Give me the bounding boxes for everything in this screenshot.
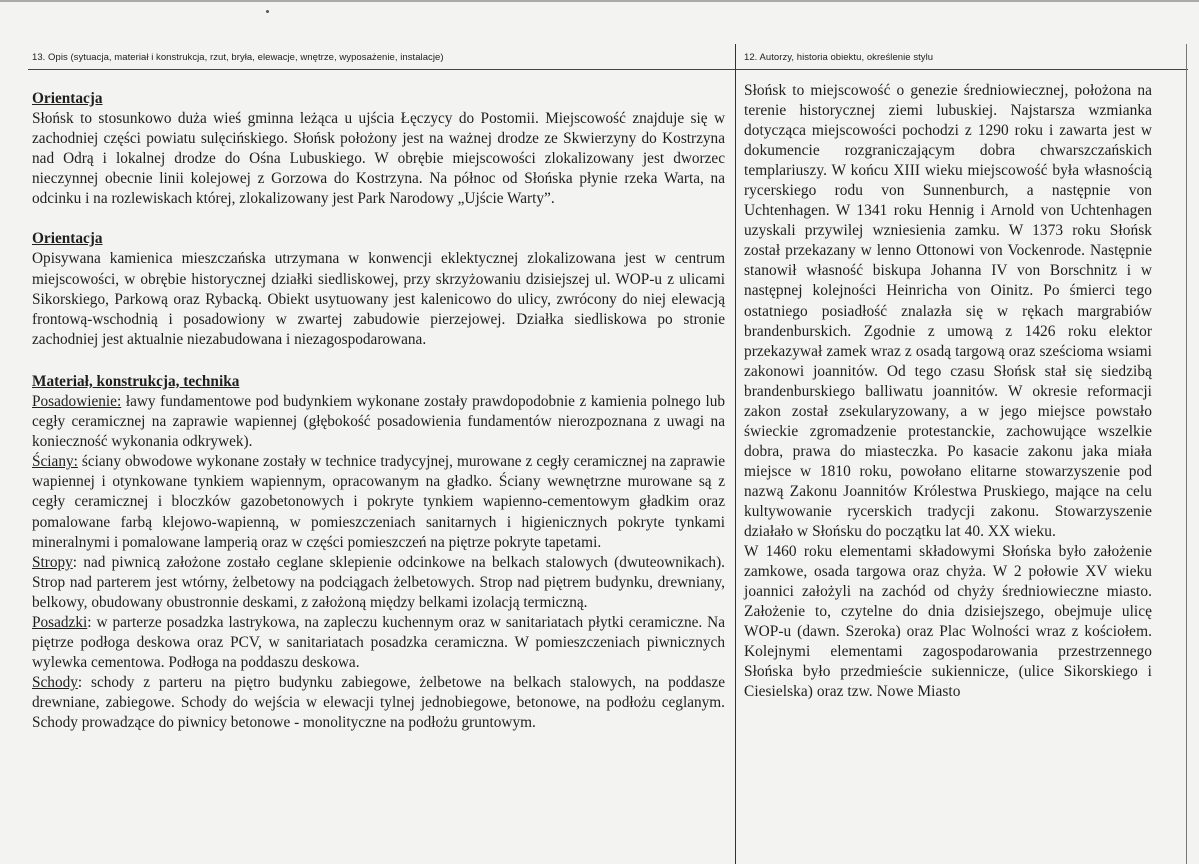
item-text: ławy fundamentowe pod budynkiem wykonane zostały prawdopodobnie z kamienia polnego lub cegły ceramicznej na zaprawie wapiennej (głębokość posadowienia fundamentów nierozpoznana z uwagi na konieczność wykonania odkrywek). bbox=[32, 392, 725, 451]
item-label: Schody bbox=[32, 674, 78, 692]
section-text-orientacja-1: Słońsk to stosunkowo duża wieś gminna leżąca u ujścia Łęczycy do Postomii. Miejscowość znajduje się w zachodniej części powiatu sulęcińskiego. Słońsk położony jest na ważnej drodze ze Skwierzyny do Kostrzyna nad Odrą i lokalnej drodze do Ośna Lubuskiego. W obrębie miejscowości zlokalizowany jest dworzec nieczynnej obecnie linii kolejowej z Gorzowa do Kostrzyna. Na północ od Słońska płynie rzeka Warta, na odcinku i na rozlewiskach której, zlokalizowany jest Park Narodowy „Ujście Warty”. bbox=[32, 110, 725, 208]
section-heading-material: Materiał, konstrukcja, technika bbox=[32, 372, 240, 390]
item-label: Stropy bbox=[32, 553, 73, 571]
item-label: Ściany: bbox=[32, 453, 78, 471]
column-divider bbox=[735, 44, 736, 864]
history-paragraph-1: Słońsk to miejscowość o genezie średniowiecznej, położona na terenie historycznej ziemi lubuskiej. Najstarsza wzmianka dotycząca miejscowości pochodzi z 1290 roku i zawarta jest w dokumencie rozgraniczającym dobra chwarszczańskich templariuszy. W końcu XIII wieku miejscowość była własnością rycerskiego rodu von Sunnenburch, a następnie von Uchtenhagen. W 1341 roku Hennig i Arnold von Uchtenhagen uzyskali przywilej wzniesienia zamku. W 1373 roku Słońsk został przekazany w lenno Ottonowi von Vockenrode. Następnie stanowił własność biskupa Johanna IV von Borschnitz i w następnej kolejności Heinricha von Oinitz. Po śmierci tego ostatniego posiadłość znalazła się w rękach margrabiów brandenburskich. Zgodnie z umową z 1426 roku elektor przekazywał zamek wraz z osadą targową oraz sześcioma wsiami zakonowi joannitów. Od tego czasu Słońsk stał się siedzibą brandenburskiego balliwatu joannitów. W okresie reformacji zakon został zsekularyzowany, a w jego miejsce powstało świeckie zgromadzenie protestanckie, zachowujące wszelkie dobra, prawa do miasteczka. Po kasacie zakonu jaka miała miejsce w 1810 roku, powołano elitarne stowarzyszenie pod nazwą Zakonu Joannitów Królestwa Pruskiego, mające na celu kultywowanie rycerskich tradycji zakonu. Stowarzyszenie działało w Słońsku do początku lat 40. XX wieku. bbox=[744, 82, 1152, 541]
section-text-orientacja-2: Opisywana kamienica mieszczańska utrzymana w konwencji eklektycznej zlokalizowana jest w centrum miejscowości, w obrębie historycznej działki siedliskowej, przy skrzyżowaniu dzisiejszej ul. WOP-u z ulicami Sikorskiego, Parkową oraz Rybacką. Obiekt usytuowany jest kalenicowo do ulicy, zwrócony do niej elewacją frontową-wschodnią i posadowiony w zwartej zabudowie pierzejowej. Działka siedliskowa po stronie zachodniej jest aktualnie niezabudowana i niezagospodarowana. bbox=[32, 250, 725, 348]
item-schody bbox=[32, 673, 725, 733]
item-posadowienie bbox=[32, 392, 725, 452]
scan-speck bbox=[266, 10, 269, 13]
section-heading-orientacja-2: Orientacja bbox=[32, 230, 103, 248]
page-right-border bbox=[1186, 44, 1187, 864]
item-sciany bbox=[32, 452, 725, 552]
scan-edge bbox=[0, 0, 1199, 2]
right-column-header: 12. Autorzy, historia obiektu, określenie stylu bbox=[744, 52, 934, 63]
item-posadzki bbox=[32, 613, 725, 673]
item-stropy bbox=[32, 553, 725, 613]
left-column-header: 13. Opis (sytuacja, materiał i konstrukcja, rzut, bryła, elewacje, wnętrze, wyposażenie, instalacje) bbox=[32, 52, 444, 63]
item-text: : w parterze posadzka lastrykowa, na zapleczu kuchennym oraz w sanitariatach płytki ceramiczne. Na piętrze podłoga deskowa oraz PCV, w sanitariatach posadzka ceramiczna. W pomieszczeniach piwnicznych wylewka cementowa. Podłoga na poddaszu deskowa. bbox=[32, 613, 725, 672]
header-divider bbox=[28, 69, 1188, 70]
item-label: Posadzki bbox=[32, 613, 88, 631]
history-paragraph-2: W 1460 roku elementami składowymi Słońska było założenie zamkowe, osada targowa oraz chyża. W 2 połowie XV wieku joannici założyli na zachód od chyży średniowieczne miasto. Założenie to, czytelne do dnia dzisiejszego, obejmuje ulicę WOP-u (dawn. Szeroka) oraz Plac Wolności wraz z kościołem. Kolejnymi elementami zagospodarowania przestrzennego Słońska było przedmieście sukiennicze, (ulice Sikorskiego i Ciesielska) oraz tzw. Nowe Miasto bbox=[744, 543, 1152, 701]
right-column-body bbox=[744, 81, 1152, 702]
item-text: : nad piwnicą założone zostało ceglane sklepienie odcinkowe na belkach stalowych (dwuteownikach). Strop nad parterem jest wtórny, żelbetowy na podciągach żelbetowych. Strop nad piętrem budynku, drewniany, belkowy, obudowany obustronnie deskami, z założoną między belkami izolacją termiczną. bbox=[32, 553, 725, 611]
section-heading-orientacja-1: Orientacja bbox=[32, 90, 103, 107]
item-label: Posadowienie: bbox=[32, 392, 122, 410]
left-column-body bbox=[32, 89, 725, 734]
item-text: : schody z parteru na piętro budynku zabiegowe, żelbetowe na belkach stalowych, na poddasze drewniane, zabiegowe. Schody do wejścia w elewacji tylnej jednobiegowe, betonowe, na podłożu ceglanym. Schody prowadzące do piwnicy betonowe - monolityczne na podłożu gruntowym. bbox=[32, 674, 725, 732]
item-text: ściany obwodowe wykonane zostały w technice tradycyjnej, murowane z cegły ceramicznej na zaprawie wapiennej i otynkowane tynkiem wapiennym, opracowanym na gładko. Ściany wewnętrzne murowane są z cegły ceramicznej i bloczków gazobetonowych i pokryte tynkiem wapienno-cementowym gładkim oraz pomalowane farbą klejowo-wapienną, w pomieszczeniach sanitarnych i higienicznych pokryte tynkami mineralnymi i pomalowane lamperią oraz w części pomieszczeń na piętrze pokryte tapetami. bbox=[32, 453, 725, 551]
